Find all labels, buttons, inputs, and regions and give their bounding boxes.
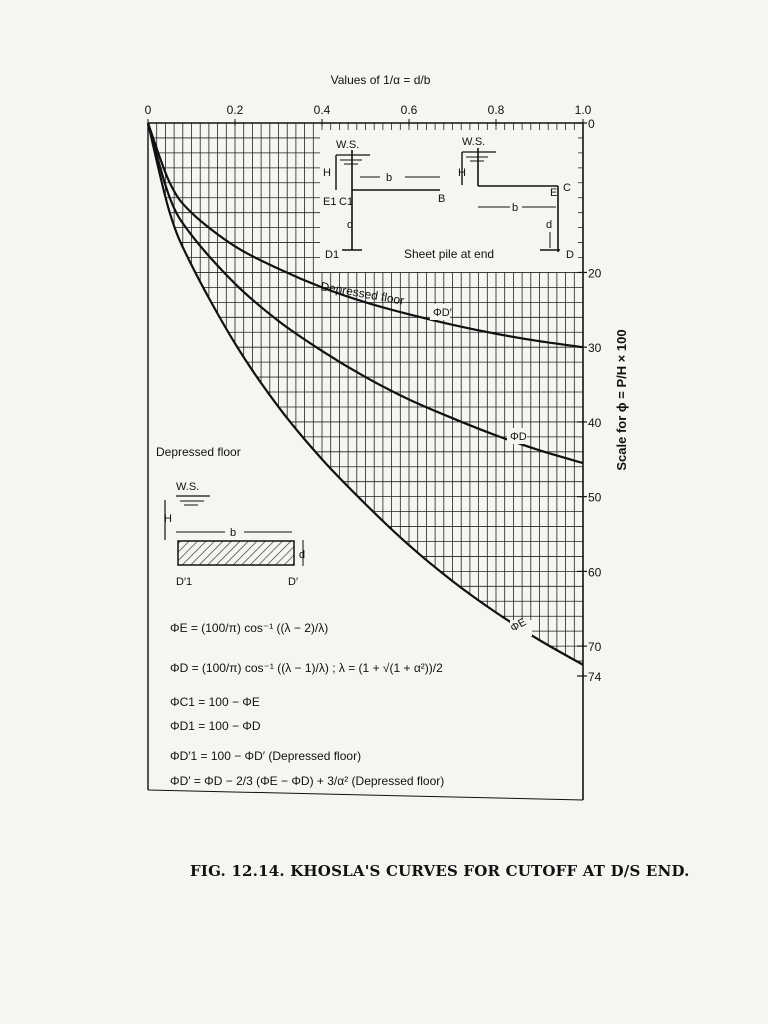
y-axis-label: Scale for ϕ = P/H × 100 [614,329,629,471]
D1-label: D1 [325,249,340,261]
x-tick-label: 1.0 [574,103,592,117]
D-label: D [566,249,574,261]
C-label: C [563,182,571,194]
sheet-pile-caption: Sheet pile at end [404,247,495,261]
ws-label: W.S. [462,136,486,148]
y-tick-label: 20 [588,266,602,281]
b-label: b [230,527,237,539]
y-tick-label: 30 [588,341,602,356]
formula-6: ΦD′ = ΦD − 2/3 (ΦE − ΦD) + 3/α² (Depressed floor) [170,774,445,788]
ws-label: W.S. [176,481,200,493]
y-tick-label: 74 [588,670,602,684]
y-tick-label: 40 [588,415,602,430]
Dp-label: D′ [288,576,299,588]
formula-5: ΦD′1 = 100 − ΦD′ (Depressed floor) [170,749,362,763]
x-tick-label: 0 [144,103,152,117]
formula-3: ΦC1 = 100 − ΦE [170,695,260,709]
chart-title: Values of 1/α = d/b [330,73,431,87]
B-label: B [438,193,446,205]
sheet-pile-inset [320,130,578,272]
y-tick-label: 60 [588,565,602,580]
bottom-border [148,790,583,800]
depressed-floor-inset [156,445,305,588]
d-label: d [347,219,354,231]
E1-label: E1 [323,196,337,208]
series-label-PhiDp: ΦD′ [433,307,452,319]
y-tick-label: 70 [588,640,602,655]
series-label-PhiD: ΦD [510,431,527,443]
depressed-floor-block [178,541,294,565]
H-label: H [164,513,172,525]
y-tick-label: 50 [588,490,602,505]
formula-1: ΦE = (100/π) cos⁻¹ ((λ − 2)/λ) [170,621,329,635]
series-label-PhiE: ΦE [508,616,529,635]
depressed-floor-title: Depressed floor [156,445,241,459]
d-label: d [299,549,306,561]
x-tick-label: 0.6 [400,103,418,117]
H-label: H [458,167,466,179]
x-tick-label: 0.2 [226,103,244,117]
b-label: b [512,202,519,214]
E-label: E [550,187,558,199]
x-tick-label: 0.4 [313,103,331,117]
x-tick-label: 0.8 [487,103,505,117]
y-tick-label: 0 [588,117,595,131]
ws-label: W.S. [336,139,360,151]
C1-label: C1 [339,196,354,208]
d-label: d [546,219,553,231]
H-label: H [323,167,331,179]
curve-label-depressed-floor: Depressed floor [319,279,406,308]
D1p-label: D′1 [176,576,193,588]
b-label: b [386,172,393,184]
formula-2: ΦD = (100/π) cos⁻¹ ((λ − 1)/λ) ; λ = (1 + √(1 + α²))/2 [170,661,443,675]
figure-caption: FIG. 12.14. KHOSLA'S CURVES FOR CUTOFF AT D/S END. [190,862,690,880]
formula-4: ΦD1 = 100 − ΦD [170,719,261,733]
